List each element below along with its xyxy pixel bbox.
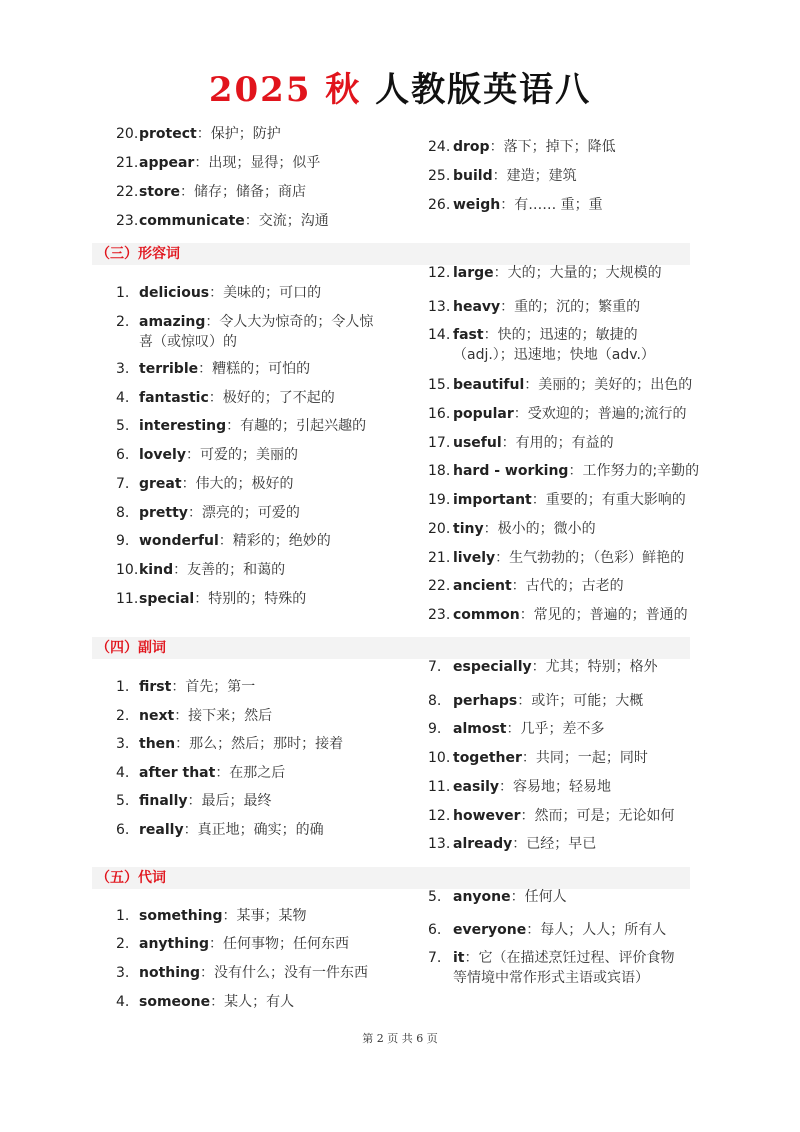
english-term: together bbox=[453, 750, 522, 766]
english-term: delicious bbox=[139, 285, 210, 301]
chinese-meaning: ：令人大为惊奇的；令人惊 bbox=[205, 314, 374, 330]
item-number: 21. bbox=[116, 155, 139, 171]
english-term: almost bbox=[453, 721, 507, 737]
chinese-meaning: ：漂亮的；可爱的 bbox=[187, 505, 300, 521]
english-term: kind bbox=[139, 562, 174, 578]
chinese-meaning: ：容易地；轻易地 bbox=[499, 779, 611, 795]
vocab-item bbox=[428, 297, 640, 317]
section-title: （三）形容词 bbox=[96, 246, 180, 262]
item-number: 3. bbox=[116, 965, 130, 981]
vocab-item bbox=[428, 657, 658, 677]
vocab-item bbox=[428, 887, 567, 907]
item-number: 13. bbox=[428, 299, 451, 315]
english-term: already bbox=[453, 836, 513, 852]
english-term: nothing bbox=[139, 965, 201, 981]
chinese-meaning: ：然而；可是；无论如何 bbox=[520, 808, 675, 824]
item-number: 23. bbox=[116, 213, 139, 229]
english-term: anyone bbox=[453, 889, 511, 905]
chinese-meaning: ：真正地；确实；的确 bbox=[183, 822, 324, 838]
vocab-item bbox=[428, 777, 611, 797]
chinese-meaning: ：美丽的；美好的；出色的 bbox=[524, 377, 693, 393]
item-number: 8. bbox=[428, 693, 442, 709]
vocab-item bbox=[428, 605, 688, 625]
vocab-item bbox=[428, 461, 699, 481]
vocab-item bbox=[116, 763, 285, 783]
english-term: everyone bbox=[453, 922, 527, 938]
english-term: next bbox=[139, 708, 175, 724]
english-term: it bbox=[453, 950, 465, 966]
vocab-item bbox=[428, 137, 616, 157]
chinese-meaning: ：快的；迅速的；敏捷的 bbox=[483, 327, 638, 343]
english-term: terrible bbox=[139, 361, 199, 377]
chinese-meaning: ：储存；储备；商店 bbox=[180, 184, 307, 200]
item-number: 18. bbox=[428, 463, 451, 479]
english-term: something bbox=[139, 908, 223, 924]
chinese-meaning: ：特别的；特殊的 bbox=[194, 591, 307, 607]
english-term: appear bbox=[139, 155, 195, 171]
item-number: 4. bbox=[116, 994, 130, 1010]
english-term: pretty bbox=[139, 505, 188, 521]
vocab-item bbox=[428, 719, 604, 739]
chinese-meaning: ：交流；沟通 bbox=[244, 213, 329, 229]
item-number: 7. bbox=[428, 950, 442, 966]
chinese-meaning: ：重的；沉的；繁重的 bbox=[500, 299, 641, 315]
vocab-item bbox=[116, 934, 349, 954]
item-number: 8. bbox=[116, 505, 130, 521]
chinese-meaning: ：每人；人人；所有人 bbox=[526, 922, 667, 938]
chinese-meaning: ：有…… 重；重 bbox=[500, 197, 603, 213]
vocab-item bbox=[116, 312, 373, 332]
vocab-item bbox=[428, 519, 596, 539]
vocab-item bbox=[116, 992, 294, 1012]
chinese-meaning-continued: 等情境中常作形式主语或宾语） bbox=[453, 970, 649, 986]
item-number: 10. bbox=[428, 750, 451, 766]
english-term: build bbox=[453, 168, 493, 184]
english-term: first bbox=[139, 679, 172, 695]
chinese-meaning: ：落下；掉下；降低 bbox=[489, 139, 616, 155]
item-number: 7. bbox=[428, 659, 442, 675]
chinese-meaning: ：友善的；和蔼的 bbox=[173, 562, 286, 578]
chinese-meaning: ：任何人 bbox=[510, 889, 567, 905]
chinese-meaning: ：精彩的；绝妙的 bbox=[218, 533, 331, 549]
item-number: 17. bbox=[428, 435, 451, 451]
item-number: 6. bbox=[428, 922, 442, 938]
english-term: wonderful bbox=[139, 533, 219, 549]
item-number: 2. bbox=[116, 936, 130, 952]
vocab-item bbox=[428, 166, 577, 186]
title-year: 2025 秋 bbox=[208, 70, 362, 110]
english-term: interesting bbox=[139, 418, 227, 434]
item-number: 1. bbox=[116, 908, 130, 924]
chinese-meaning: ：伟大的；极好的 bbox=[181, 476, 294, 492]
english-term: someone bbox=[139, 994, 211, 1010]
item-number: 22. bbox=[116, 184, 139, 200]
english-term: then bbox=[139, 736, 176, 752]
item-number: 26. bbox=[428, 197, 451, 213]
item-number: 10. bbox=[116, 562, 139, 578]
vocab-item bbox=[116, 531, 331, 551]
chinese-meaning: ：最后；最终 bbox=[187, 793, 272, 809]
chinese-meaning: ：它（在描述烹饪过程、评价食物 bbox=[464, 950, 675, 966]
vocab-item bbox=[116, 445, 298, 465]
english-term: however bbox=[453, 808, 521, 824]
chinese-meaning: ：首先；第一 bbox=[171, 679, 256, 695]
vocab-item bbox=[428, 834, 596, 854]
item-number: 12. bbox=[428, 265, 451, 281]
english-term: common bbox=[453, 607, 520, 623]
item-number: 11. bbox=[116, 591, 139, 607]
section-header bbox=[92, 243, 690, 265]
english-term: anything bbox=[139, 936, 209, 952]
chinese-meaning: ：建造；建筑 bbox=[492, 168, 577, 184]
vocab-item bbox=[428, 920, 666, 940]
vocab-item bbox=[428, 404, 687, 424]
vocab-item bbox=[428, 263, 662, 283]
chinese-meaning: ：可爱的；美丽的 bbox=[185, 447, 298, 463]
item-number: 14. bbox=[428, 327, 451, 343]
item-number: 23. bbox=[428, 607, 451, 623]
item-number: 19. bbox=[428, 492, 451, 508]
english-term: popular bbox=[453, 406, 514, 422]
chinese-meaning: ：某人；有人 bbox=[210, 994, 295, 1010]
english-term: weigh bbox=[453, 197, 501, 213]
item-number: 13. bbox=[428, 836, 451, 852]
vocab-item bbox=[428, 948, 675, 968]
item-number: 20. bbox=[116, 126, 139, 142]
item-number: 5. bbox=[116, 793, 130, 809]
page-title bbox=[0, 62, 800, 111]
chinese-meaning: ：或许；可能；大概 bbox=[517, 693, 644, 709]
section-title: （四）副词 bbox=[96, 640, 166, 656]
english-term: tiny bbox=[453, 521, 484, 537]
english-term: after that bbox=[139, 765, 216, 781]
chinese-meaning: ：出现；显得；似乎 bbox=[194, 155, 321, 171]
item-number: 2. bbox=[116, 314, 130, 330]
vocab-item bbox=[428, 195, 603, 215]
chinese-meaning: ：没有什么；没有一件东西 bbox=[200, 965, 369, 981]
item-number: 2. bbox=[116, 708, 130, 724]
item-number: 6. bbox=[116, 447, 130, 463]
vocab-item bbox=[428, 375, 692, 395]
item-number: 4. bbox=[116, 765, 130, 781]
item-number: 3. bbox=[116, 361, 130, 377]
vocab-item bbox=[428, 748, 648, 768]
vocab-item bbox=[116, 560, 285, 580]
vocab-item bbox=[116, 359, 310, 379]
chinese-meaning-continued: （adj.）；迅速地；快地（adv.） bbox=[453, 347, 655, 363]
section-header bbox=[92, 867, 690, 889]
chinese-meaning: ：那么；然后；那时；接着 bbox=[175, 736, 344, 752]
vocab-item bbox=[428, 806, 675, 826]
english-term: important bbox=[453, 492, 532, 508]
english-term: lovely bbox=[139, 447, 186, 463]
item-number: 7. bbox=[116, 476, 130, 492]
item-number: 24. bbox=[428, 139, 451, 155]
english-term: beautiful bbox=[453, 377, 525, 393]
english-term: communicate bbox=[139, 213, 245, 229]
chinese-meaning: ：美味的；可口的 bbox=[209, 285, 322, 301]
vocab-item bbox=[116, 211, 329, 231]
english-term: amazing bbox=[139, 314, 206, 330]
chinese-meaning: ：接下来；然后 bbox=[174, 708, 273, 724]
english-term: great bbox=[139, 476, 182, 492]
chinese-meaning: ：常见的；普遍的；普通的 bbox=[519, 607, 688, 623]
chinese-meaning: ：某事；某物 bbox=[222, 908, 307, 924]
english-term: protect bbox=[139, 126, 197, 142]
vocab-item bbox=[428, 548, 684, 568]
chinese-meaning: ：极小的；微小的 bbox=[483, 521, 596, 537]
chinese-meaning: ：有趣的；引起兴趣的 bbox=[226, 418, 367, 434]
english-term: special bbox=[139, 591, 195, 607]
english-term: fantastic bbox=[139, 390, 209, 406]
chinese-meaning: ：受欢迎的；普遍的;流行的 bbox=[513, 406, 687, 422]
vocab-item bbox=[116, 153, 320, 173]
vocab-item bbox=[116, 182, 306, 202]
section-title: （五）代词 bbox=[96, 870, 166, 886]
item-number: 6. bbox=[116, 822, 130, 838]
english-term: fast bbox=[453, 327, 484, 343]
vocab-item bbox=[116, 474, 294, 494]
chinese-meaning: ：任何事物；任何东西 bbox=[209, 936, 349, 952]
chinese-meaning: ：已经；早已 bbox=[512, 836, 597, 852]
chinese-meaning: ：糟糕的；可怕的 bbox=[198, 361, 311, 377]
chinese-meaning: ：几乎；差不多 bbox=[506, 721, 605, 737]
item-number: 21. bbox=[428, 550, 451, 566]
chinese-meaning-continued: 喜（或惊叹）的 bbox=[139, 334, 237, 350]
english-term: lively bbox=[453, 550, 496, 566]
vocab-item bbox=[116, 677, 255, 697]
english-term: heavy bbox=[453, 299, 501, 315]
vocab-item bbox=[428, 691, 643, 711]
english-term: store bbox=[139, 184, 181, 200]
vocab-item bbox=[428, 490, 686, 510]
chinese-meaning: ：保护；防护 bbox=[196, 126, 281, 142]
vocab-item bbox=[116, 963, 368, 983]
vocab-item bbox=[428, 576, 624, 596]
vocab-item bbox=[428, 433, 614, 453]
vocab-item bbox=[116, 503, 300, 523]
item-number: 11. bbox=[428, 779, 451, 795]
vocab-item bbox=[428, 325, 638, 345]
vocab-item bbox=[116, 706, 272, 726]
item-number: 12. bbox=[428, 808, 451, 824]
chinese-meaning: ：古代的；古老的 bbox=[511, 578, 624, 594]
vocab-item bbox=[116, 906, 306, 926]
section-header bbox=[92, 637, 690, 659]
vocab-item bbox=[116, 791, 272, 811]
english-term: hard - working bbox=[453, 463, 569, 479]
chinese-meaning: ：重要的；有重大影响的 bbox=[531, 492, 686, 508]
item-number: 25. bbox=[428, 168, 451, 184]
english-term: easily bbox=[453, 779, 499, 795]
item-number: 22. bbox=[428, 578, 451, 594]
vocab-item bbox=[116, 589, 306, 609]
chinese-meaning: ：在那之后 bbox=[215, 765, 286, 781]
vocab-item bbox=[116, 283, 321, 303]
item-number: 9. bbox=[428, 721, 442, 737]
chinese-meaning: ：极好的；了不起的 bbox=[208, 390, 335, 406]
chinese-meaning: ：尤其；特别；格外 bbox=[531, 659, 658, 675]
chinese-meaning: ：有用的；有益的 bbox=[501, 435, 614, 451]
english-term: especially bbox=[453, 659, 532, 675]
english-term: ancient bbox=[453, 578, 512, 594]
vocab-item bbox=[116, 416, 366, 436]
chinese-meaning: ：大的；大量的；大规模的 bbox=[493, 265, 662, 281]
title-text: 人教版英语八 bbox=[375, 70, 592, 110]
vocab-item bbox=[116, 388, 335, 408]
vocab-item bbox=[116, 734, 343, 754]
english-term: really bbox=[139, 822, 184, 838]
item-number: 20. bbox=[428, 521, 451, 537]
item-number: 1. bbox=[116, 285, 130, 301]
item-number: 15. bbox=[428, 377, 451, 393]
english-term: large bbox=[453, 265, 494, 281]
item-number: 3. bbox=[116, 736, 130, 752]
vocab-item bbox=[116, 124, 281, 144]
item-number: 5. bbox=[116, 418, 130, 434]
item-number: 4. bbox=[116, 390, 130, 406]
vocab-item bbox=[116, 820, 324, 840]
item-number: 1. bbox=[116, 679, 130, 695]
item-number: 5. bbox=[428, 889, 442, 905]
item-number: 16. bbox=[428, 406, 451, 422]
page-footer: 第 2 页 共 6 页 bbox=[362, 1032, 438, 1045]
english-term: useful bbox=[453, 435, 502, 451]
english-term: finally bbox=[139, 793, 188, 809]
english-term: perhaps bbox=[453, 693, 518, 709]
chinese-meaning: ：生气勃勃的；（色彩）鲜艳的 bbox=[495, 550, 685, 566]
chinese-meaning: ：工作努力的;辛勤的 bbox=[568, 463, 700, 479]
item-number: 9. bbox=[116, 533, 130, 549]
chinese-meaning: ：共同；一起；同时 bbox=[521, 750, 648, 766]
english-term: drop bbox=[453, 139, 490, 155]
